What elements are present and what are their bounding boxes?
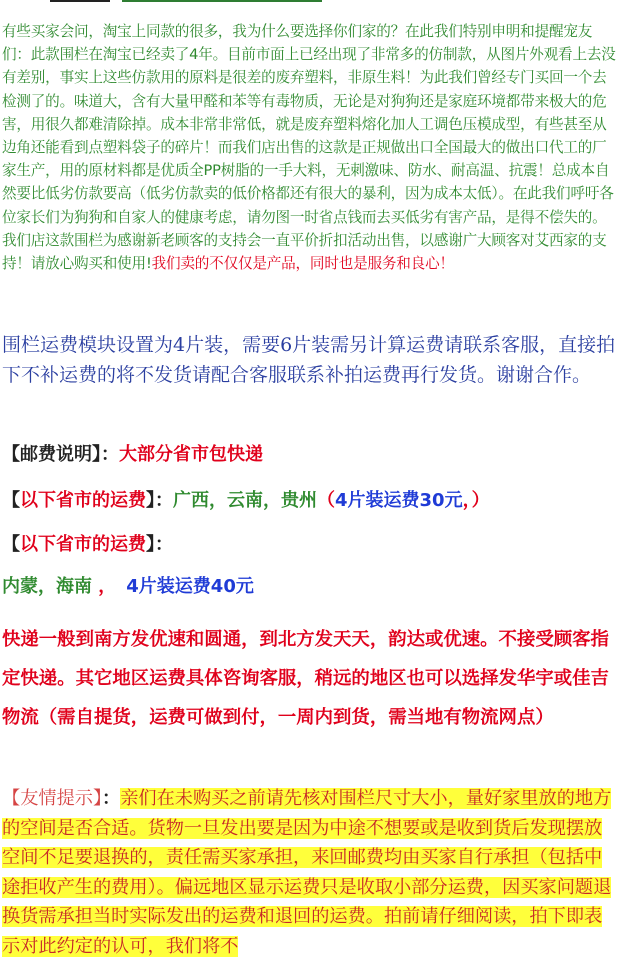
authenticity-notice-text: 有些买家会问，淘宝上同款的很多，我为什么要选择你们家的？在此我们特别申明和提醒宠友们：此款围栏在淘宝已经卖了4年。目前市面上已经出现了非常多的仿制款，从图片外观看上去没有差别，事实上这些仿款用的原料是很差的废弃塑料，非原生料！为此我们曾经专门买回一个去检测了的。味道大，含有大量甲醛和苯等有毒物质，无论是对狗狗还是家庭环境都带来极大的危害，用很久都难清除掉。成本非常非常低，就是废弃塑料熔化加人工调色压模成型，有些甚至从边角还能看到点塑料袋子的碎片！而我们店出售的这款是正规做出口全国最大的做出口代工的厂家生产，用的原材料都是优质全PP树脂的一手大料，无刺激味、防水、耐高温、抗震！总成本自然要比低劣仿款要高（低劣仿款卖的低价格都还有很大的暴利，因为成本太低）。在此我们呼吁各位家长们为狗狗和自家人的健康考虑，请勿图一时省点钱而去买低劣有害产品，是得不偿失的。我们店这款围栏为感谢新老顾客的支持会一直平价折扣活动出售，以感谢广大顾客对艾西家的支持！请放心购买和使用!: [2, 23, 616, 273]
tip-label: 【友情提示】: [2, 788, 103, 809]
region-label: 以下省市的运费: [20, 490, 146, 511]
cutoff-stroke: [50, 0, 110, 2]
top-cut-off-text: [0, 0, 620, 8]
comma: ，: [462, 490, 472, 511]
region-label: 以下省市的运费: [20, 534, 146, 555]
bracket: 【: [2, 534, 20, 555]
comma: ，: [92, 576, 117, 597]
bracket: 】：: [146, 534, 173, 555]
shipping-module-note: 围栏运费模块设置为4片装，需要6片装需另计算运费请联系客服，直接拍下不补运费的将不发货请配合客服联系补拍运费再行发货。谢谢合作。: [2, 334, 616, 386]
cutoff-underline: [122, 0, 322, 2]
postage-line: [2, 440, 263, 466]
bracket: 】：: [146, 490, 173, 511]
tip-colon: ：: [102, 788, 121, 809]
province-list: 内蒙，海南: [2, 576, 92, 597]
tip-text: 亲们在未购买之前请先核对围栏尺寸大小，量好家里放的地方的空间是否合适。货物一旦发出要是因为中途不想要或是收到货后发现摆放空间不足要退换的，责任需买家承担，来回邮费均由买家自行承担（包括中途拒收产生的费用）。偏远地区显示运费只是收取小部分运费，因买家问题退换货需承担当时实际发出的运费和退回的运费。拍前请仔细阅读，拍下即表示对此约定的认可，我们将不: [2, 788, 612, 957]
postage-value: 大部分省市包快递: [119, 444, 263, 465]
service-slogan: 我们卖的不仅仅是产品，同时也是服务和良心！: [151, 255, 454, 273]
region-fee-line-1: [2, 486, 490, 512]
paren: ）: [471, 490, 490, 511]
region-fee-line-2-header: [2, 530, 173, 556]
shipping-fee: 4片装运费40元: [126, 576, 254, 597]
friendly-tip: [2, 784, 618, 961]
province-list: 广西，云南，贵州: [173, 490, 317, 511]
postage-label: 【邮费说明】：: [2, 444, 119, 465]
shipping-fee: 4片装运费30元: [335, 490, 463, 511]
bracket: 【: [2, 490, 20, 511]
paren: （: [317, 490, 335, 511]
courier-policy: 快递一般到南方发优速和圆通，到北方发天天，韵达或优速。不接受顾客指定快递。其它地区运费具体咨询客服，稍远的地区也可以选择发华宇或佳吉物流（需自提货，运费可做到付，一周内到货，需当地有物流网点）: [2, 629, 609, 728]
region-fee-line-2: [2, 572, 254, 598]
authenticity-notice: [2, 20, 618, 275]
